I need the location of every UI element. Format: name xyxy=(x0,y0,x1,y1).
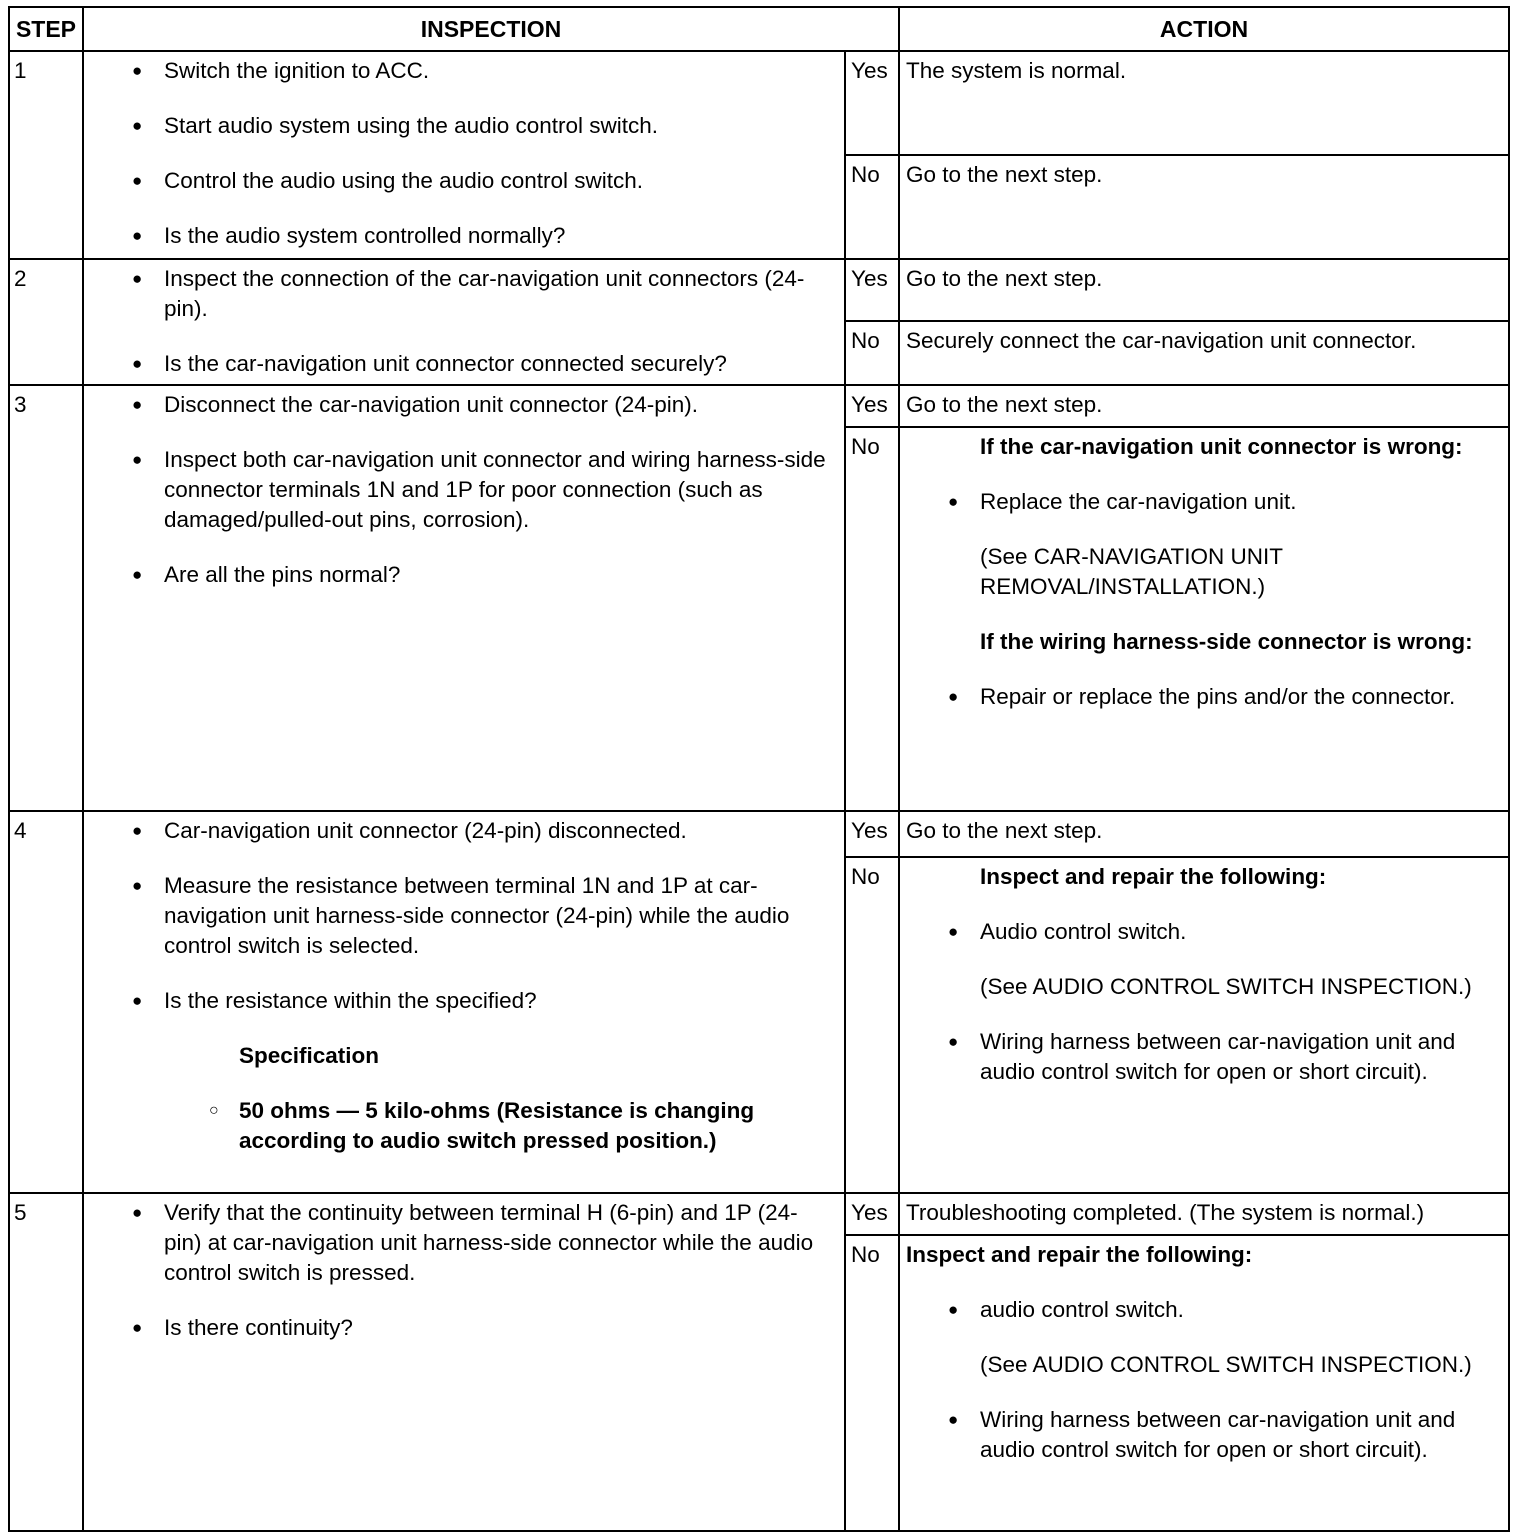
bullet-icon: ● xyxy=(132,1318,143,1337)
action-heading: Inspect and repair the following: xyxy=(980,864,1327,889)
action-header: ACTION xyxy=(899,7,1509,51)
list-item: ● Wiring harness between car-navigation unit and audio control switch for open or short circuit). xyxy=(906,1027,1502,1087)
bullet-icon: ● xyxy=(132,1203,143,1222)
no-label: No xyxy=(845,155,899,259)
list-item: ● Start audio system using the audio control switch. xyxy=(84,111,834,141)
step-number: 3 xyxy=(9,385,83,811)
bullet-icon: ● xyxy=(132,116,143,135)
bullet-icon: ● xyxy=(132,226,143,245)
troubleshooting-table-wrapper xyxy=(8,6,1508,1532)
yes-label: Yes xyxy=(845,811,899,857)
list-item: ● audio control switch. xyxy=(906,1295,1502,1325)
list-item: ● Control the audio using the audio control switch. xyxy=(84,166,834,196)
list-item: ● Audio control switch. xyxy=(906,917,1502,947)
inspection-cell xyxy=(83,259,845,385)
no-label: No xyxy=(845,321,899,385)
bullet-icon: ● xyxy=(132,450,143,469)
reference-text: (See CAR-NAVIGATION UNIT REMOVAL/INSTALLATION.) xyxy=(980,544,1283,599)
bullet-icon: ● xyxy=(132,269,143,288)
list-item: ● Is the audio system controlled normally? xyxy=(84,221,834,251)
list-item: ● Is the car-navigation unit connector connected securely? xyxy=(84,349,834,379)
list-item: ● Inspect the connection of the car-navigation unit connectors (24-pin). xyxy=(84,264,834,324)
yes-action: The system is normal. xyxy=(899,51,1509,155)
bullet-icon: ● xyxy=(948,1032,959,1051)
no-label: No xyxy=(845,857,899,1193)
yes-action: Go to the next step. xyxy=(899,259,1509,321)
list-item: ● Replace the car-navigation unit. xyxy=(906,487,1502,517)
step-number: 2 xyxy=(9,259,83,385)
inspection-cell xyxy=(83,811,845,1193)
table-row xyxy=(9,259,1509,321)
action-heading: If the car-navigation unit connector is wrong: xyxy=(980,434,1463,459)
no-action xyxy=(899,427,1509,811)
inspection-cell xyxy=(83,385,845,811)
action-heading: Inspect and repair the following: xyxy=(906,1242,1253,1267)
bullet-icon: ● xyxy=(132,61,143,80)
list-item: ● Wiring harness between car-navigation unit and audio control switch for open or short circuit). xyxy=(906,1405,1502,1465)
yes-label: Yes xyxy=(845,1193,899,1235)
bullet-icon: ● xyxy=(132,171,143,190)
bullet-icon: ● xyxy=(132,354,143,373)
yes-action: Go to the next step. xyxy=(899,811,1509,857)
list-item: ● Car-navigation unit connector (24-pin) disconnected. xyxy=(84,816,834,846)
yes-label: Yes xyxy=(845,385,899,427)
list-item: ● Measure the resistance between terminal 1N and 1P at car-navigation unit harness-side connector (24-pin) while the audio control switch is selected. xyxy=(84,871,834,961)
bullet-icon: ● xyxy=(132,821,143,840)
bullet-icon: ● xyxy=(948,687,959,706)
reference-text: (See AUDIO CONTROL SWITCH INSPECTION.) xyxy=(980,974,1472,999)
list-item: ● Are all the pins normal? xyxy=(84,560,834,590)
step-number: 5 xyxy=(9,1193,83,1531)
bullet-icon: ● xyxy=(132,565,143,584)
list-item: ● Switch the ignition to ACC. xyxy=(84,56,834,86)
bullet-icon: ● xyxy=(948,492,959,511)
bullet-icon: ● xyxy=(948,1300,959,1319)
list-item: ● Inspect both car-navigation unit connector and wiring harness-side connector terminals 1N and 1P for poor connection (such as damaged/pulled-out pins, corrosion). xyxy=(84,445,834,535)
no-label: No xyxy=(845,1235,899,1531)
inspection-cell xyxy=(83,51,845,259)
list-item: ● Repair or replace the pins and/or the connector. xyxy=(906,682,1502,712)
list-item: ● Is there continuity? xyxy=(84,1313,834,1343)
bullet-icon: ● xyxy=(132,395,143,414)
table-row xyxy=(9,811,1509,857)
inspection-header: INSPECTION xyxy=(83,7,899,51)
yes-label: Yes xyxy=(845,51,899,155)
step-number: 1 xyxy=(9,51,83,259)
bullet-icon: ● xyxy=(132,991,143,1010)
yes-action: Troubleshooting completed. (The system is normal.) xyxy=(899,1193,1509,1235)
no-action: Go to the next step. xyxy=(899,155,1509,259)
step-number: 4 xyxy=(9,811,83,1193)
inspection-cell xyxy=(83,1193,845,1531)
action-heading: If the wiring harness-side connector is wrong: xyxy=(980,629,1473,654)
list-item: ● Disconnect the car-navigation unit connector (24-pin). xyxy=(84,390,834,420)
hollow-bullet-icon: ○ xyxy=(209,1102,219,1119)
specification-label: Specification xyxy=(239,1043,380,1068)
yes-action: Go to the next step. xyxy=(899,385,1509,427)
reference-text: (See AUDIO CONTROL SWITCH INSPECTION.) xyxy=(980,1352,1472,1377)
no-action xyxy=(899,857,1509,1193)
bullet-icon: ● xyxy=(948,922,959,941)
bullet-icon: ● xyxy=(948,1410,959,1429)
no-action: Securely connect the car-navigation unit connector. xyxy=(899,321,1509,385)
no-label: No xyxy=(845,427,899,811)
step-header: STEP xyxy=(9,7,83,51)
specification-item: ○ 50 ohms — 5 kilo-ohms (Resistance is changing according to audio switch pressed position.) xyxy=(84,1096,834,1156)
yes-label: Yes xyxy=(845,259,899,321)
list-item: ● Verify that the continuity between terminal H (6-pin) and 1P (24-pin) at car-navigation unit harness-side connector while the audio control switch is pressed. xyxy=(84,1198,834,1288)
no-action xyxy=(899,1235,1509,1531)
header-row xyxy=(9,7,1509,51)
table-row xyxy=(9,385,1509,427)
table-row xyxy=(9,1193,1509,1235)
table-row xyxy=(9,51,1509,155)
troubleshooting-table xyxy=(8,6,1510,1532)
list-item: ● Is the resistance within the specified? xyxy=(84,986,834,1016)
bullet-icon: ● xyxy=(132,876,143,895)
